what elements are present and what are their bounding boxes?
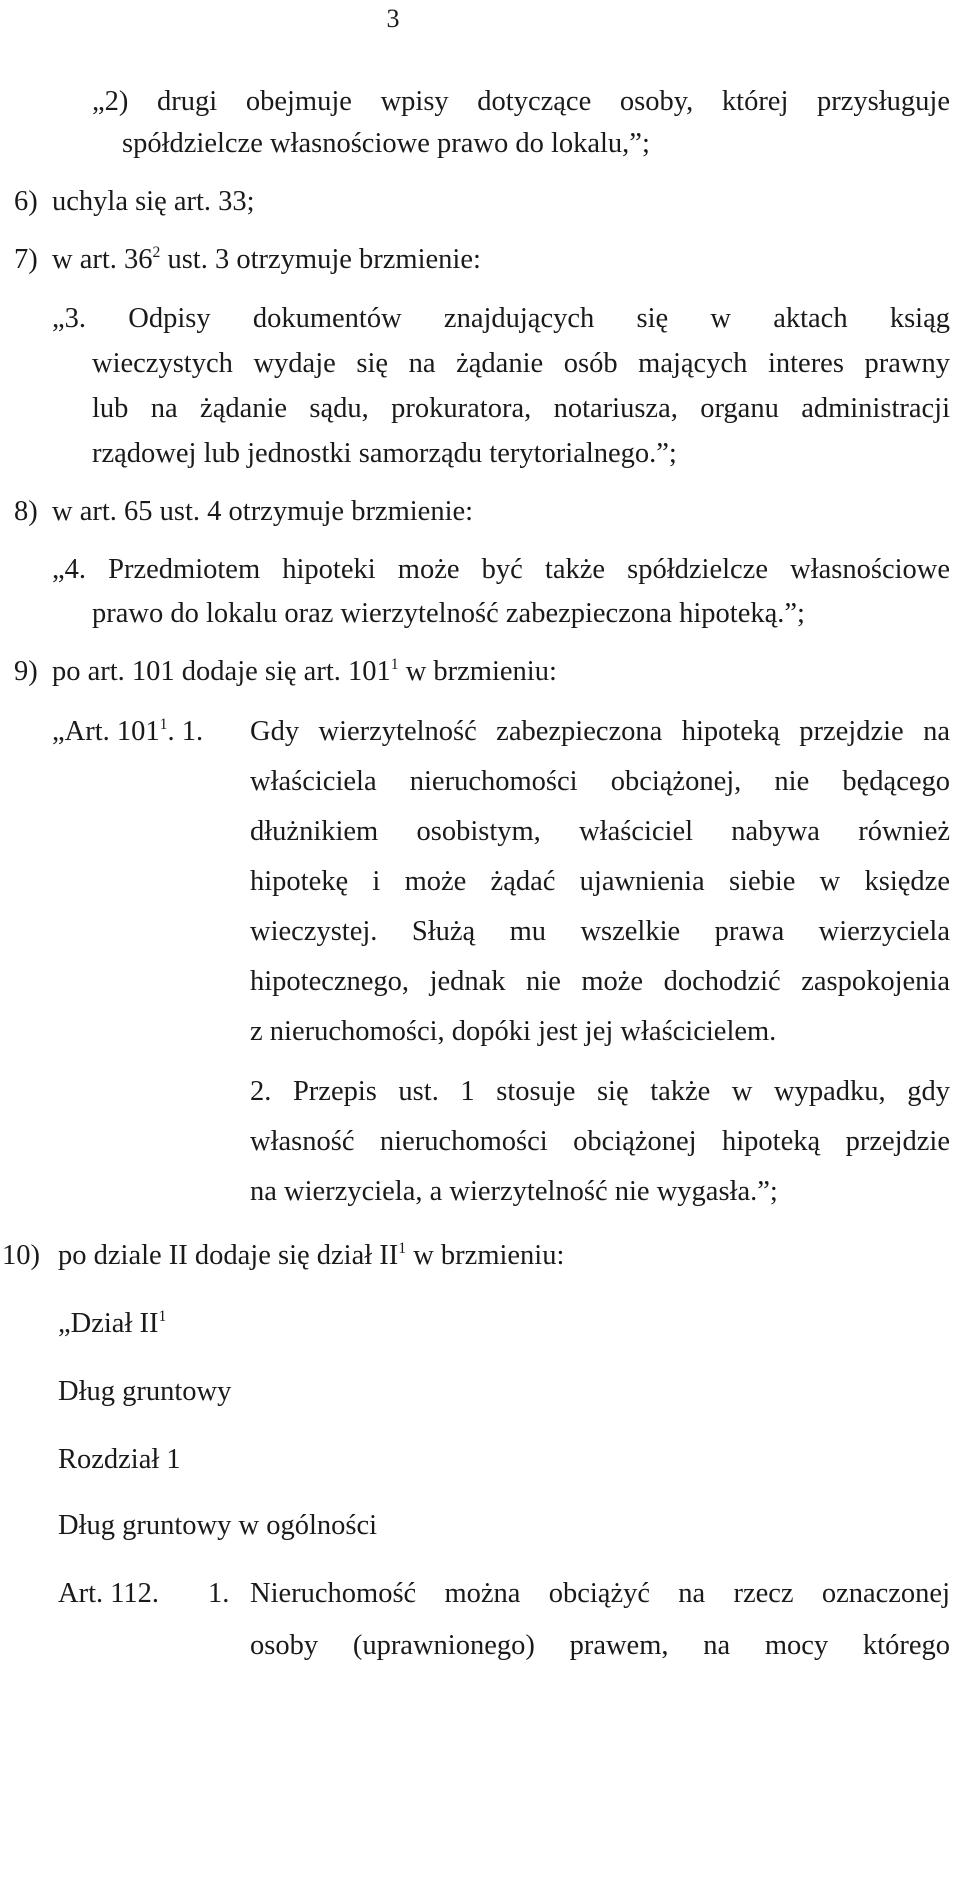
item-8-number: 8)	[14, 496, 38, 527]
quote-3-line-1: „3. Odpisy dokumentów znajdujących się w aktach ksiąg	[52, 303, 950, 334]
item-9-text: po art. 101 dodaje się art. $101^1$ w brzmieniu:	[52, 656, 557, 687]
item-9-number: 9)	[14, 656, 38, 687]
page-number: 3	[386, 4, 400, 33]
article-101-1-p1-line-7: z nieruchomości, dopóki jest jej właścicielem.	[250, 1016, 777, 1047]
article-101-1-p1-line-3: dłużnikiem osobistym, właściciel nabywa również	[250, 816, 950, 847]
item-6-text: uchyla się art. 33;	[52, 186, 255, 217]
item-7-text: w art. $36^2$ ust. 3 otrzymuje brzmienie:	[52, 244, 481, 275]
item-8-text: w art. 65 ust. 4 otrzymuje brzmienie:	[52, 496, 474, 527]
article-101-1-p2-line-1: 2. Przepis ust. 1 stosuje się także w wypadku, gdy	[250, 1076, 950, 1107]
article-101-1-p1-line-5: wieczystej. Służą mu wszelkie prawa wierzyciela	[250, 916, 950, 947]
item-6-number: 6)	[14, 186, 38, 217]
article-112-label: Art. 112.	[58, 1578, 160, 1609]
division-subtitle: Dług gruntowy	[58, 1376, 232, 1407]
chapter-number: Rozdział 1	[58, 1444, 181, 1475]
article-101-1-p1-line-4: hipotekę i może żądać ujawnienia siebie w księdze	[250, 866, 950, 897]
quoted-item-2-line-1: „2) drugi obejmuje wpisy dotyczące osoby, której przysługuje	[92, 86, 950, 117]
chapter-title: Dług gruntowy w ogólności	[58, 1510, 378, 1541]
article-112-paragraph-number: 1.	[208, 1578, 230, 1609]
article-101-1-p1-line-1: Gdy wierzytelność zabezpieczona hipoteką przejdzie na	[250, 716, 950, 747]
item-7-number: 7)	[14, 244, 38, 275]
article-101-1-p1-line-2: właściciela nieruchomości obciążonej, nie będącego	[250, 766, 950, 797]
item-10-number: 10)	[2, 1240, 40, 1271]
quote-3-line-3: lub na żądanie sądu, prokuratora, notariusza, organu administracji	[92, 393, 950, 424]
article-101-1-p1-line-6: hipotecznego, jednak nie może dochodzić zaspokojenia	[250, 966, 950, 997]
article-101-1-p2-line-3: na wierzyciela, a wierzytelność nie wygasła.”;	[250, 1176, 778, 1207]
article-112-line-2: osoby (uprawnionego) prawem, na mocy którego	[250, 1630, 950, 1661]
article-101-1-p2-line-2: własność nieruchomości obciążonej hipoteką przejdzie	[250, 1126, 950, 1157]
item-10-text: po dziale II dodaje się dział $II^1$ w brzmieniu:	[58, 1240, 565, 1271]
quote-4-line-1: „4. Przedmiotem hipoteki może być także spółdzielcze własnościowe	[52, 554, 950, 585]
article-112-line-1: Nieruchomość można obciążyć na rzecz oznaczonej	[250, 1578, 950, 1609]
quote-4-line-2: prawo do lokalu oraz wierzytelność zabezpieczona hipoteką.”;	[92, 598, 805, 629]
article-101-1-label: „Art. $101^1$. 1.	[52, 716, 204, 747]
quoted-item-2-line-2: spółdzielcze własnościowe prawo do lokalu,”;	[122, 128, 650, 159]
quote-3-line-4: rządowej lub jednostki samorządu terytorialnego.”;	[92, 438, 677, 469]
quote-3-line-2: wieczystych wydaje się na żądanie osób mających interes prawny	[92, 348, 950, 379]
division-title: „Dział $II^1$	[58, 1308, 167, 1339]
